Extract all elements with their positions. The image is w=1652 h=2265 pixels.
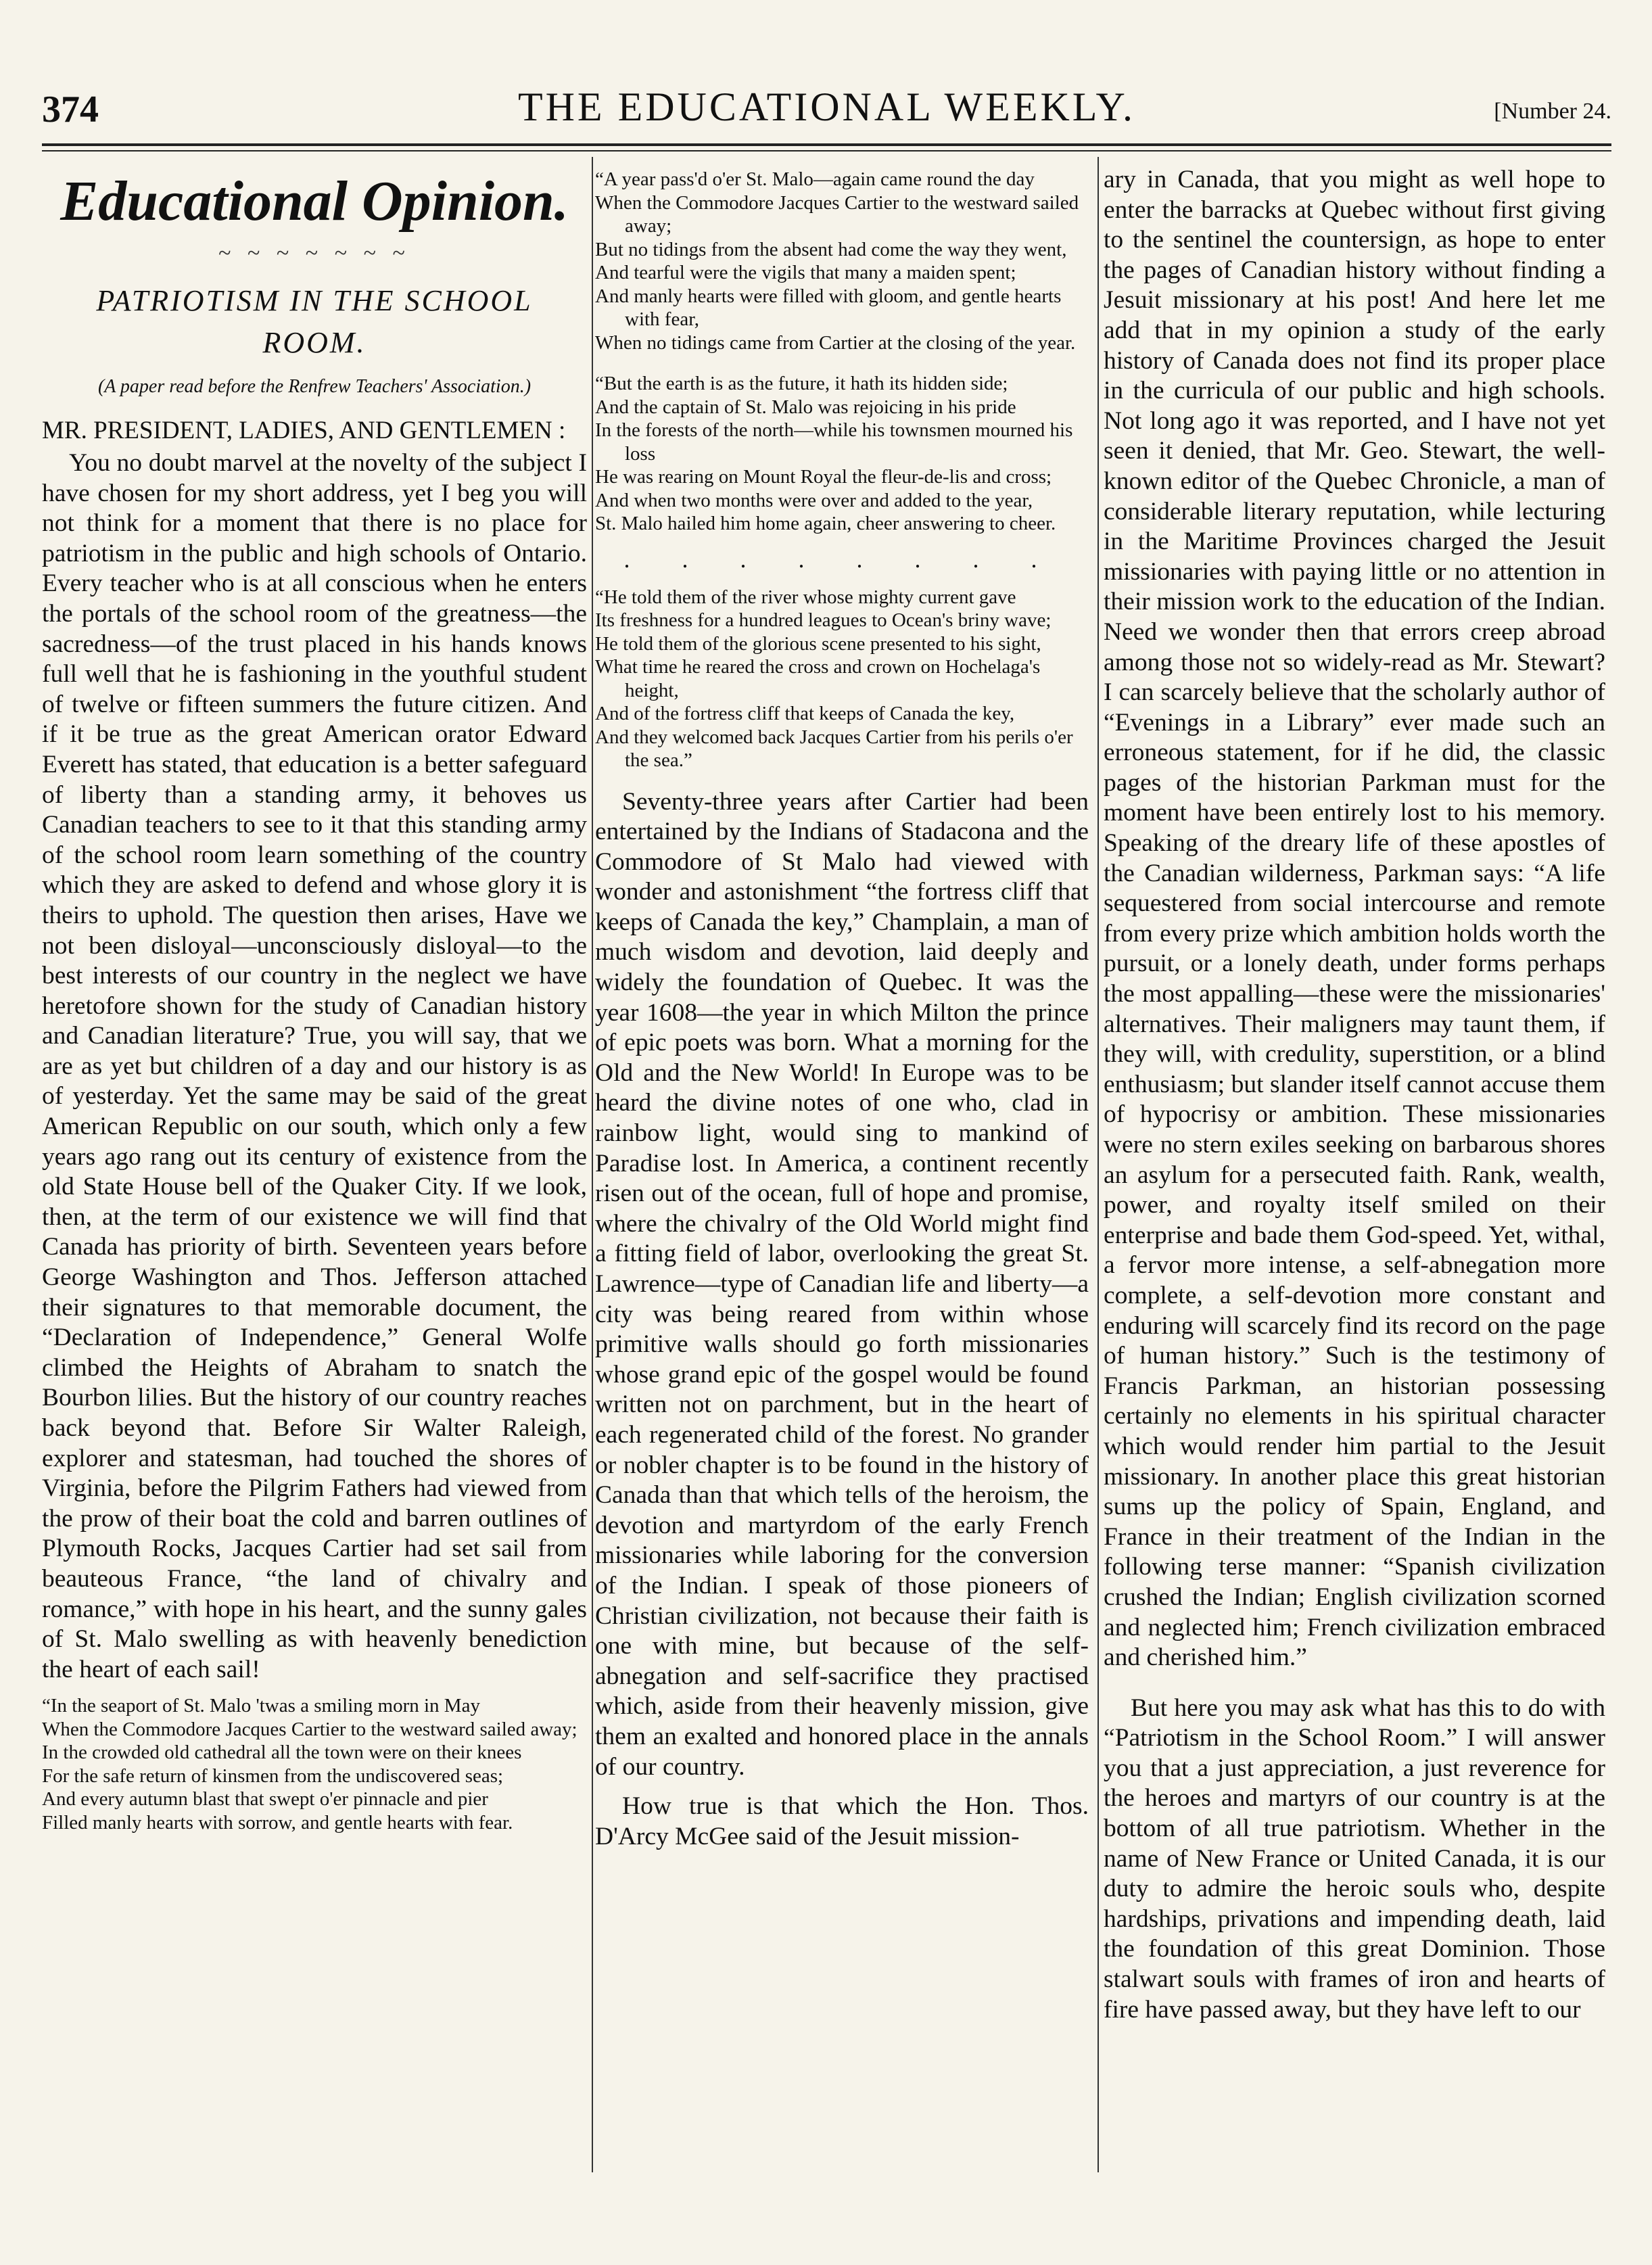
verse-line: “In the seaport of St. Malo 'twas a smiling morn in May	[42, 1695, 480, 1717]
ellipsis-divider: . . . . . . . .	[623, 545, 1060, 573]
paragraph: Seventy-three years after Cartier had been entertained by the Indians of Stadacona and the Commodore of St Malo had viewed with wonder and astonishment “the fortress cliff that keeps of Canada the key,” Champlain, a man of much wisdom and devotion, laid deeply and widely the foundation of Quebec. It was the year 1608—the year in which Milton the prince of epic poets was born. What a morning for the Old and the New World! In Europe was to be heard the divine notes of one who, clad in rainbow light, would sing to mankind of Paradise lost. In America, a continent recently risen out of the ocean, full of hope and promise, where the chivalry of the Old World might find a fitting field of labor, overlooking the great St. Lawrence—type of Canadian life and liberty—a city was being reared from within whose primitive walls should go forth missionaries whose grand epic of the gospel would be found written not on parchment, but in the heart of each regenerated child of the forest. No grander or nobler chapter is to be found in the history of Canada than that which tells of the heroism, the devotion and martyrdom of the early French missionaries while laboring for the conversion of the Indian. I speak of those pioneers of Christian civilization, not because their faith is one with mine, but because of the self-abnegation and self-sacrifice they practised which, aside from their heavenly mission, give them an exalted and honored place in the annals of our country.	[595, 787, 1089, 1781]
verse-line: In the crowded old cathedral all the town were on their knees	[42, 1742, 522, 1764]
poem-stanza	[595, 372, 1089, 536]
paragraph: But here you may ask what has this to do with “Patriotism in the School Room.” I will answer you that a just appreciation, a just reverence for the heroes and martyrs of our country is at the bottom of all true patriotism. Whether in the name of New France or United Canada, it is our duty to admire the heroic souls who, despite hardships, privations and impending death, laid the foundation of this great Dominion. Those stalwart souls with frames of iron and hearts of fire have passed away, but they have left to our	[1104, 1694, 1605, 2024]
verse-line: “He told them of the river whose mighty current gave	[595, 586, 1016, 608]
column-divider	[1098, 157, 1099, 2172]
verse-line: He was rearing on Mount Royal the fleur-de-lis and cross;	[595, 466, 1052, 488]
column-2	[595, 165, 1089, 2221]
page-number: 374	[42, 89, 99, 131]
column-1	[42, 165, 587, 2221]
verse-line: And the captain of St. Malo was rejoicing in his pride	[595, 396, 1016, 418]
verse-line: “A year pass'd o'er St. Malo—again came round the day	[595, 168, 1035, 190]
verse-line: And manly hearts were filled with gloom, and gentle hearts with fear,	[595, 285, 1062, 330]
section-title: Educational Opinion.	[60, 170, 569, 233]
header-rule-thin	[42, 150, 1611, 151]
verse-line: But no tidings from the absent had come the way they went,	[595, 238, 1067, 260]
article-title: PATRIOTISM IN THE SCHOOL ROOM.	[96, 284, 533, 359]
ornament-divider: ~ ~ ~ ~ ~ ~ ~	[218, 241, 410, 266]
column-3	[1104, 165, 1605, 2221]
verse-line: And every autumn blast that swept o'er pinnacle and pier	[42, 1788, 488, 1811]
verse-line: When no tidings came from Cartier at the closing of the year.	[595, 331, 1076, 354]
column-divider	[592, 157, 593, 2172]
poem-stanza	[42, 1694, 587, 1834]
verse-line: For the safe return of kinsmen from the undiscovered seas;	[42, 1765, 504, 1787]
verse-line: And they welcomed back Jacques Cartier from his perils o'er the sea.”	[595, 726, 1073, 771]
verse-line: And tearful were the vigils that many a maiden spent;	[595, 262, 1016, 283]
verse-line: “But the earth is as the future, it hath its hidden side;	[595, 373, 1008, 394]
verse-line: And when two months were over and added to the year,	[595, 489, 1033, 511]
journal-title: THE EDUCATIONAL WEEKLY.	[517, 85, 1136, 129]
verse-line: Its freshness for a hundred leagues to Ocean's briny wave;	[595, 609, 1052, 631]
salutation: MR. PRESIDENT, LADIES, AND GENTLEMEN :	[42, 417, 566, 444]
poem-stanza	[595, 168, 1089, 354]
verse-line: When the Commodore Jacques Cartier to the westward sailed away;	[42, 1718, 577, 1740]
issue-number: [Number 24.	[1494, 99, 1611, 124]
verse-line: When the Commodore Jacques Cartier to the westward sailed away;	[595, 191, 1079, 237]
poem-stanza	[595, 586, 1089, 772]
paragraph: You no doubt marvel at the novelty of the subject I have chosen for my short address, yet I beg you will not think for a moment that there is no place for patriotism in the public and high schools of Ontario. Every teacher who is at all conscious when he enters the portals of the school room of the greatness—the sacredness—of the trust placed in his hands knows full well that he is fashioning in the youthful student of twelve or fifteen summers the future citizen. And if it be true as the great American orator Edward Everett has stated, that education is a better safeguard of liberty than a standing army, it behoves us Canadian teachers to see to it that this standing army of the school room learn something of the country which they are asked to defend and whose glory it is theirs to uphold. The question then arises, Have we not been disloyal—unconsciously disloyal—to the best interests of our country in the neglect we have heretofore shown for the study of Canadian history and Canadian literature? True, you will say, that we are as yet but children of a day and our history is as of yesterday. Yet the same may be said of the great American Republic on our south, which only a few years ago rang out its century of existence from the old State House bell of the Quaker City. If we look, then, at the term of our existence we will find that Canada has priority of birth. Seventeen years before George Washington and Thos. Jefferson attached their signatures to that memorable document, the “Declaration of Independence,” General Wolfe climbed the Heights of Abraham to snatch the Bourbon lilies. But the history of our country reaches back beyond that. Before Sir Walter Raleigh, explorer and statesman, had touched the shores of Virginia, before the Pilgrim Fathers had viewed from the prow of their boat the cold and barren outlines of Plymouth Rocks, Jacques Cartier had set sail from beauteous France, “the land of chivalry and romance,” with hope in his heart, and the sunny gales of St. Malo swelling as with heavenly benediction the heart of each sail!	[42, 449, 587, 1683]
verse-line: Filled manly hearts with sorrow, and gentle hearts with fear.	[42, 1811, 513, 1834]
verse-line: St. Malo hailed him home again, cheer answering to cheer.	[595, 513, 1056, 534]
verse-line: In the forests of the north—while his townsmen mourned his loss	[595, 419, 1073, 465]
paragraph: ary in Canada, that you might as well hope to enter the barracks at Quebec without first giving to the sentinel the countersign, as hope to enter the pages of Canadian history without finding a Jesuit missionary at his post! And here let me add that in my opinion a study of the early history of Canada does not find its proper place in the curricula of our public and high schools. Not long ago it was reported, and I have not yet seen it denied, that Mr. Geo. Stewart, the well-known editor of the Quebec Chronicle, a man of considerable literary reputation, while lecturing in the Maritime Provinces charged the Jesuit missionaries with paying little or no attention in their mission work to the education of the Indian. Need we wonder then that errors creep abroad among those not so widely-read as Mr. Stewart? I can scarcely believe that the scholarly author of “Evenings in a Library” ever made such an erroneous statement, for if he did, the classic pages of the historian Parkman must for the moment have been entirely lost to his memory. Speaking of the dreary life of these apostles of the Canadian wilderness, Parkman says: “A life sequestered from social intercourse and remote from every prize which ambition holds worth the pursuit, or a lonely death, under forms perhaps the most appalling—these were the missionaries' alternatives. Their maligners may taunt them, if they will, with credulity, superstition, or a blind enthusiasm; but slander itself cannot accuse them of hypocrisy or ambition. These missionaries were no stern exiles seeking on barbarous shores an asylum for a persecuted faith. Rank, wealth, power, and royalty itself smiled on their enterprise and bade them God-speed. Yet, withal, a fervor more intense, a self-abnegation more complete, a self-devotion more constant and enduring will scarcely find its record on the page of human history.” Such is the testimony of Francis Parkman, an historian possessing certainly no elements in his spiritual character which would render him partial to the Jesuit missionary. In another place this great historian sums up the policy of Spain, England, and France in their treatment of the Indian in the following terse manner: “Spanish civilization crushed the Indian; English civilization scorned and neglected him; French civilization embraced and cherished him.”	[1104, 166, 1605, 1672]
verse-line: And of the fortress cliff that keeps of Canada the key,	[595, 703, 1015, 724]
article-note: (A paper read before the Renfrew Teachers' Association.)	[97, 376, 532, 397]
verse-line: What time he reared the cross and crown on Hochelaga's height,	[595, 656, 1041, 701]
paragraph: How true is that which the Hon. Thos. D'Arcy McGee said of the Jesuit mission-	[595, 1792, 1089, 1850]
verse-line: He told them of the glorious scene presented to his sight,	[595, 632, 1041, 655]
header-rule	[42, 143, 1611, 146]
page-header	[42, 81, 1611, 142]
